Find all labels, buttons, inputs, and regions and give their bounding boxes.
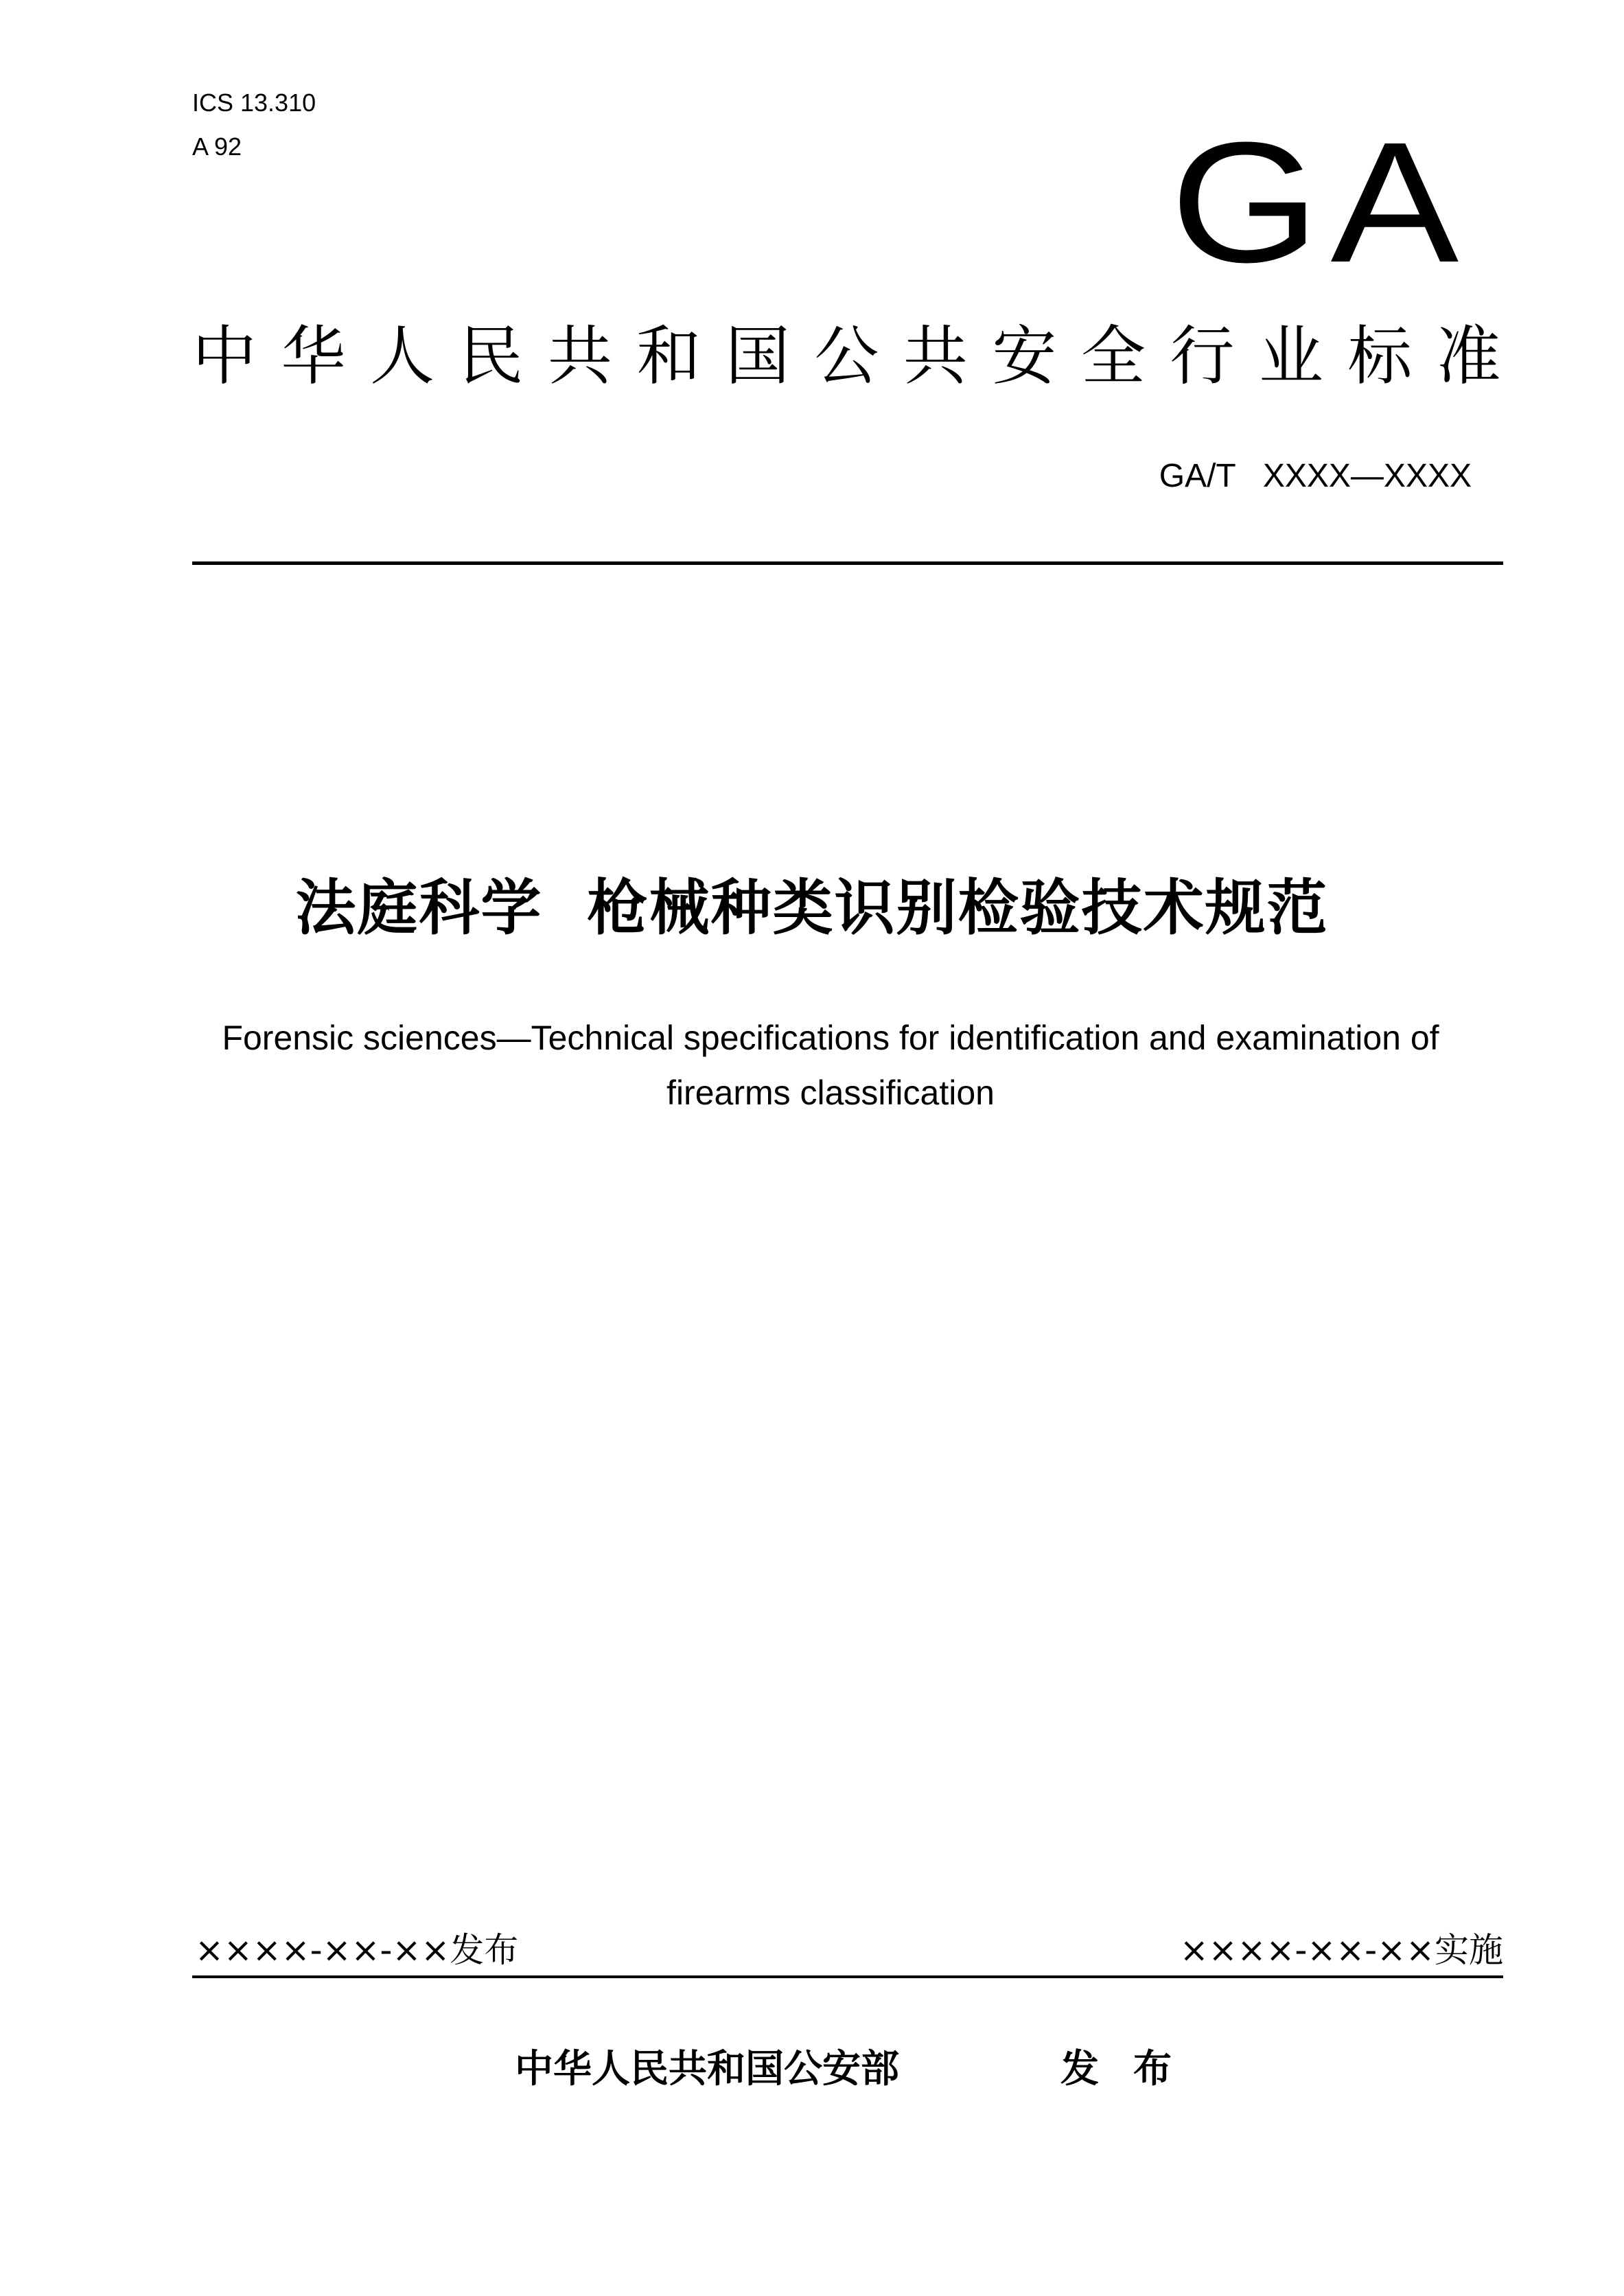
issuing-authority: 中华人民共和国公安部 bbox=[515, 2047, 899, 2091]
heading-char: 公 bbox=[814, 319, 881, 394]
implementation-date: ××××-××-××实施 bbox=[1179, 1930, 1503, 1970]
heading-char: 华 bbox=[281, 319, 348, 394]
heading-char: 中 bbox=[192, 319, 259, 394]
footer-divider bbox=[192, 1975, 1503, 1978]
title-chinese: 法庭科学 枪械种类识别检验技术规范 bbox=[295, 872, 1329, 943]
ics-code: ICS 13.310 bbox=[192, 89, 316, 117]
ccs-code: A 92 bbox=[192, 132, 242, 161]
classification-codes bbox=[192, 81, 316, 169]
heading-char: 人 bbox=[369, 319, 437, 394]
heading-char: 全 bbox=[1080, 319, 1148, 394]
heading-char: 业 bbox=[1258, 319, 1325, 394]
ga-logo: GA bbox=[1170, 106, 1470, 298]
title-english: Forensic sciences—Technical specifications for identification and examination of firearms classification bbox=[222, 1019, 1439, 1112]
standard-category-heading bbox=[192, 316, 1503, 398]
heading-char: 行 bbox=[1170, 319, 1237, 394]
heading-char: 安 bbox=[992, 319, 1059, 394]
heading-char: 共 bbox=[903, 319, 970, 394]
heading-char: 共 bbox=[547, 319, 614, 394]
heading-char: 准 bbox=[1436, 319, 1503, 394]
heading-char: 标 bbox=[1347, 319, 1415, 394]
standard-number: GA/T XXXX—XXXX bbox=[1159, 458, 1472, 494]
heading-char: 国 bbox=[725, 319, 792, 394]
heading-char: 民 bbox=[459, 319, 526, 394]
header-divider bbox=[192, 561, 1503, 565]
issue-date: ××××-××-××发布 bbox=[195, 1930, 519, 1970]
issuing-action: 发布 bbox=[1060, 2047, 1206, 2091]
heading-char: 和 bbox=[636, 319, 704, 394]
